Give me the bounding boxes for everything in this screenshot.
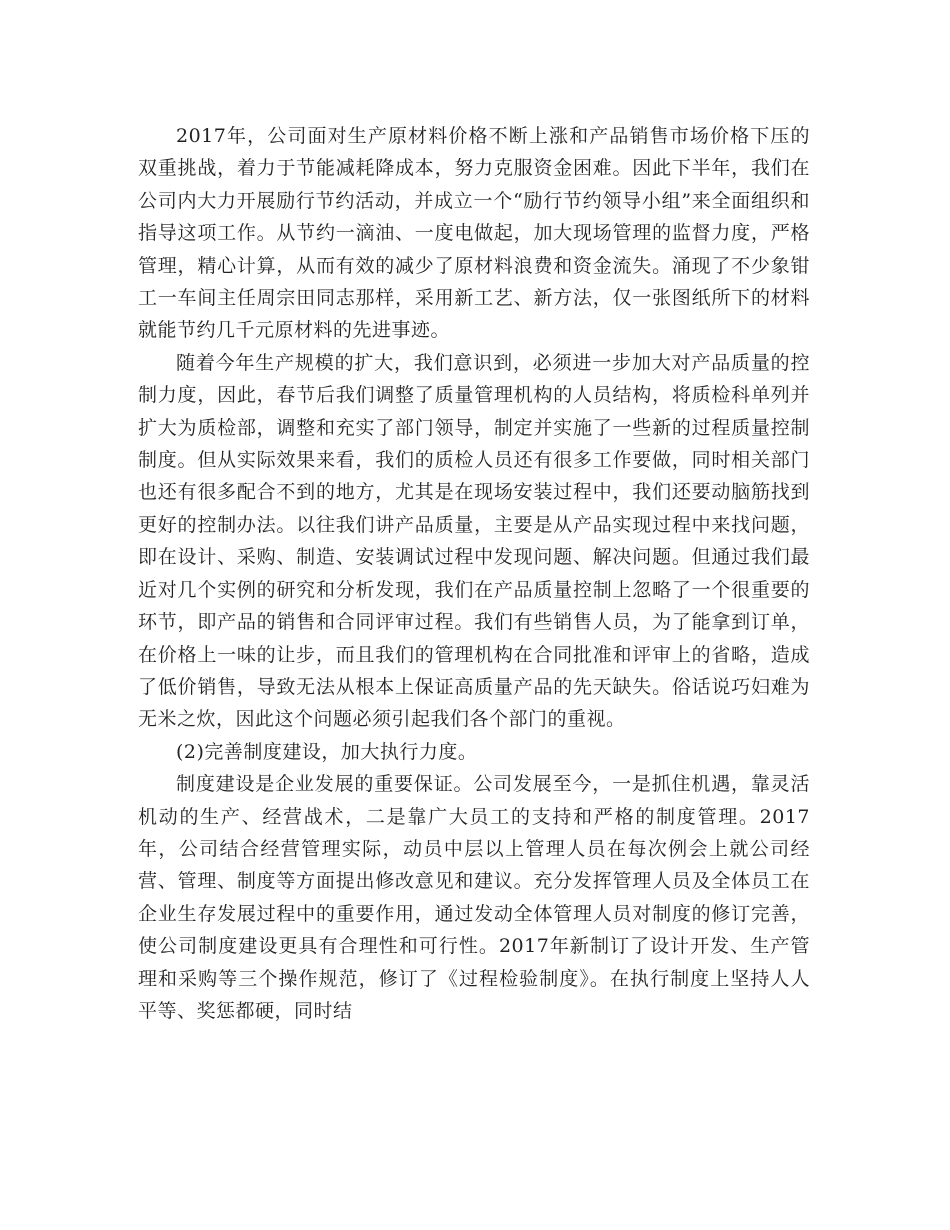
paragraph-system-building: 制度建设是企业发展的重要保证。公司发展至今，一是抓住机遇，靠灵活机动的生产、经营战术，二是靠广大员工的支持和严格的制度管理。2017年，公司结合经营管理实际，动员中层以上管理人员在每次例会上就公司经营、管理、制度等方面提出修改意见和建议。充分发挥管理人员及全体员工在企业生存发展过程中的重要作用，通过发动全体管理人员对制度的修订完善，使公司制度建设更具有合理性和可行性。2017年新制订了设计开发、生产管理和采购等三个操作规范，修订了《过程检验制度》。在执行制度上坚持人人平等、奖惩都硬，同时结 bbox=[138, 773, 810, 1022]
paragraph-cost-saving: 2017年，公司面对生产原材料价格不断上涨和产品销售市场价格下压的双重挑战，着力于节能减耗降成本，努力克服资金困难。因此下半年，我们在公司内大力开展励行节约活动，并成立一个“励行节约领导小组”来全面组织和指导这项工作。从节约一滴油、一度电做起，加大现场管理的监督力度，严格管理，精心计算，从而有效的减少了原材料浪费和资金流失。涌现了不少象钳工一车间主任周宗田同志那样，采用新工艺、新方法，仅一张图纸所下的材料就能节约几千元原材料的先进事迹。 bbox=[138, 125, 810, 342]
document-page bbox=[138, 120, 810, 1027]
section-heading-system-building: (2)完善制度建设，加大执行力度。 bbox=[176, 740, 478, 763]
paragraph-quality-control: 随着今年生产规模的扩大，我们意识到，必须进一步加大对产品质量的控制力度，因此，春节后我们调整了质量管理机构的人员结构，将质检科单列并扩大为质检部，调整和充实了部门领导，制定并实施了一些新的过程质量控制制度。但从实际效果来看，我们的质检人员还有很多工作要做，同时相关部门也还有很多配合不到的地方，尤其是在现场安装过程中，我们还要动脑筋找到更好的控制办法。以往我们讲产品质量，主要是从产品实现过程中来找问题，即在设计、采购、制造、安装调试过程中发现问题、解决问题。但通过我们最近对几个实例的研究和分析发现，我们在产品质量控制上忽略了一个很重要的环节，即产品的销售和合同评审过程。我们有些销售人员，为了能拿到订单，在价格上一味的让步，而且我们的管理机构在合同批准和评审上的省略，造成了低价销售，导致无法从根本上保证高质量产品的先天缺失。俗话说巧妇难为无米之炊，因此这个问题必须引起我们各个部门的重视。 bbox=[138, 351, 810, 731]
